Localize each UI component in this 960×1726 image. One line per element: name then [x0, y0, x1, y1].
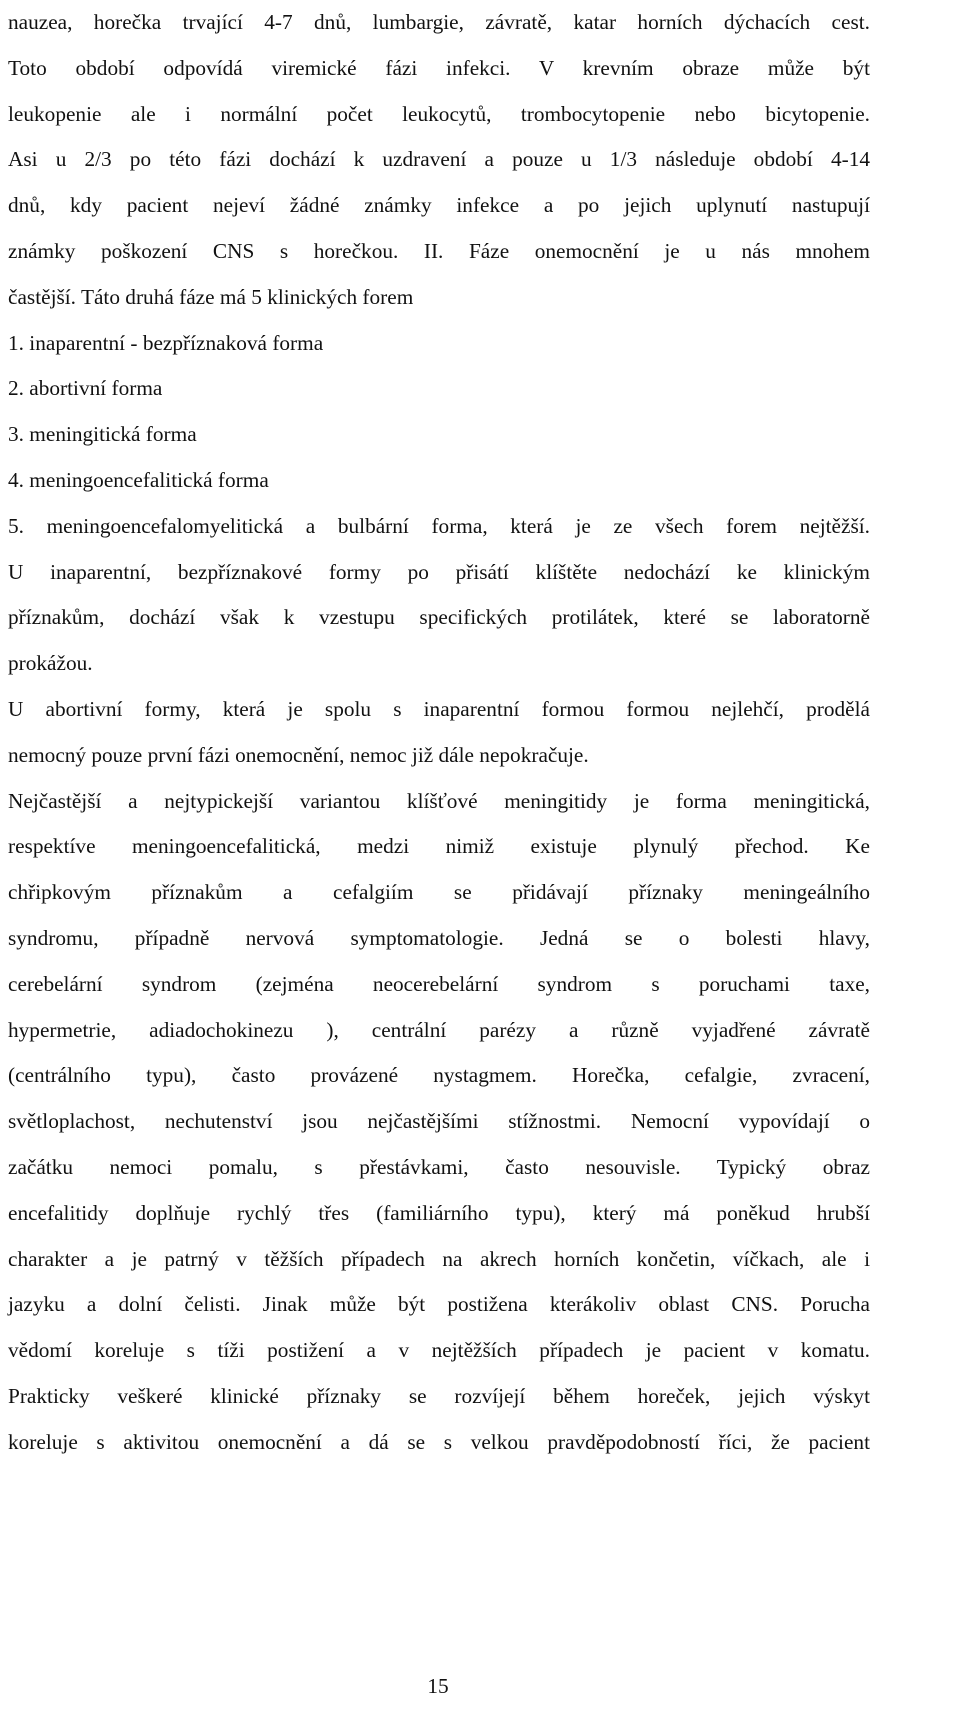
- body-text: [8, 0, 870, 1466]
- text-line: chřipkovým příznakům a cefalgiím se přidávají příznaky meningeálního: [8, 880, 870, 905]
- text-line: syndromu, případně nervová symptomatologie. Jedná se o bolesti hlavy,: [8, 925, 870, 950]
- text-line: častější. Táto druhá fáze má 5 klinických forem: [8, 284, 414, 309]
- text-line: jazyku a dolní čelisti. Jinak může být postižena kterákoliv oblast CNS. Porucha: [8, 1292, 870, 1317]
- text-line: hypermetrie, adiadochokinezu ), centrální parézy a různě vyjadřené závratě: [8, 1017, 870, 1042]
- text-line: začátku nemoci pomalu, s přestávkami, často nesouvisle. Typický obraz: [8, 1154, 870, 1179]
- text-line: (centrálního typu), často provázené nystagmem. Horečka, cefalgie, zvracení,: [8, 1063, 870, 1088]
- text-line: U abortivní formy, která je spolu s inaparentní formou formou nejlehčí, prodělá: [8, 696, 870, 721]
- text-line: světloplachost, nechutenství jsou nejčastějšími stížnostmi. Nemocní vypovídají o: [8, 1109, 870, 1134]
- text-line: encefalitidy doplňuje rychlý třes (familiárního typu), který má poněkud hrubší: [8, 1200, 870, 1225]
- text-line: 2. abortivní forma: [8, 376, 163, 401]
- text-line: dnů, kdy pacient nejeví žádné známky infekce a po jejich uplynutí nastupují: [8, 193, 870, 218]
- text-line: Toto období odpovídá viremické fázi infekci. V krevním obraze může být: [8, 55, 870, 80]
- text-line: nauzea, horečka trvající 4-7 dnů, lumbargie, závratě, katar horních dýchacích cest.: [8, 10, 870, 34]
- text-line: 3. meningitická forma: [8, 422, 197, 447]
- text-line: Nejčastější a nejtypickejší variantou klíšťové meningitidy je forma meningitická,: [8, 788, 870, 813]
- text-line: leukopenie ale i normální počet leukocytů, trombocytopenie nebo bicytopenie.: [8, 101, 870, 126]
- text-line: nemocný pouze první fázi onemocnění, nemoc již dále nepokračuje.: [8, 742, 589, 767]
- text-line: známky poškození CNS s horečkou. II. Fáze onemocnění je u nás mnohem: [8, 238, 870, 263]
- text-line: příznakům, dochází však k vzestupu specifických protilátek, které se laboratorně: [8, 605, 870, 630]
- text-line: respektíve meningoencefalitická, medzi nimiž existuje plynulý přechod. Ke: [8, 834, 870, 859]
- text-line: prokážou.: [8, 651, 93, 676]
- text-line: 4. meningoencefalitická forma: [8, 467, 269, 492]
- text-line: U inaparentní, bezpříznakové formy po přisátí klíštěte nedochází ke klinickým: [8, 559, 870, 584]
- text-line: 1. inaparentní - bezpříznaková forma: [8, 330, 324, 355]
- text-line: charakter a je patrný v těžších případech na akrech horních končetin, víčkach, ale i: [8, 1246, 870, 1271]
- text-line: cerebelární syndrom (zejména neocerebelární syndrom s poruchami taxe,: [8, 971, 870, 996]
- text-line: Asi u 2/3 po této fázi dochází k uzdravení a pouze u 1/3 následuje období 4-14: [8, 147, 870, 172]
- text-line: 5. meningoencefalomyelitická a bulbární forma, která je ze všech forem nejtěžší.: [8, 513, 870, 538]
- text-line: vědomí koreluje s tíži postižení a v nejtěžších případech je pacient v komatu.: [8, 1338, 870, 1363]
- text-line: koreluje s aktivitou onemocnění a dá se s velkou pravděpodobností říci, že pacient: [8, 1429, 870, 1454]
- text-line: Prakticky veškeré klinické příznaky se rozvíjejí během horeček, jejich výskyt: [8, 1383, 870, 1408]
- page-number: 15: [427, 1674, 449, 1698]
